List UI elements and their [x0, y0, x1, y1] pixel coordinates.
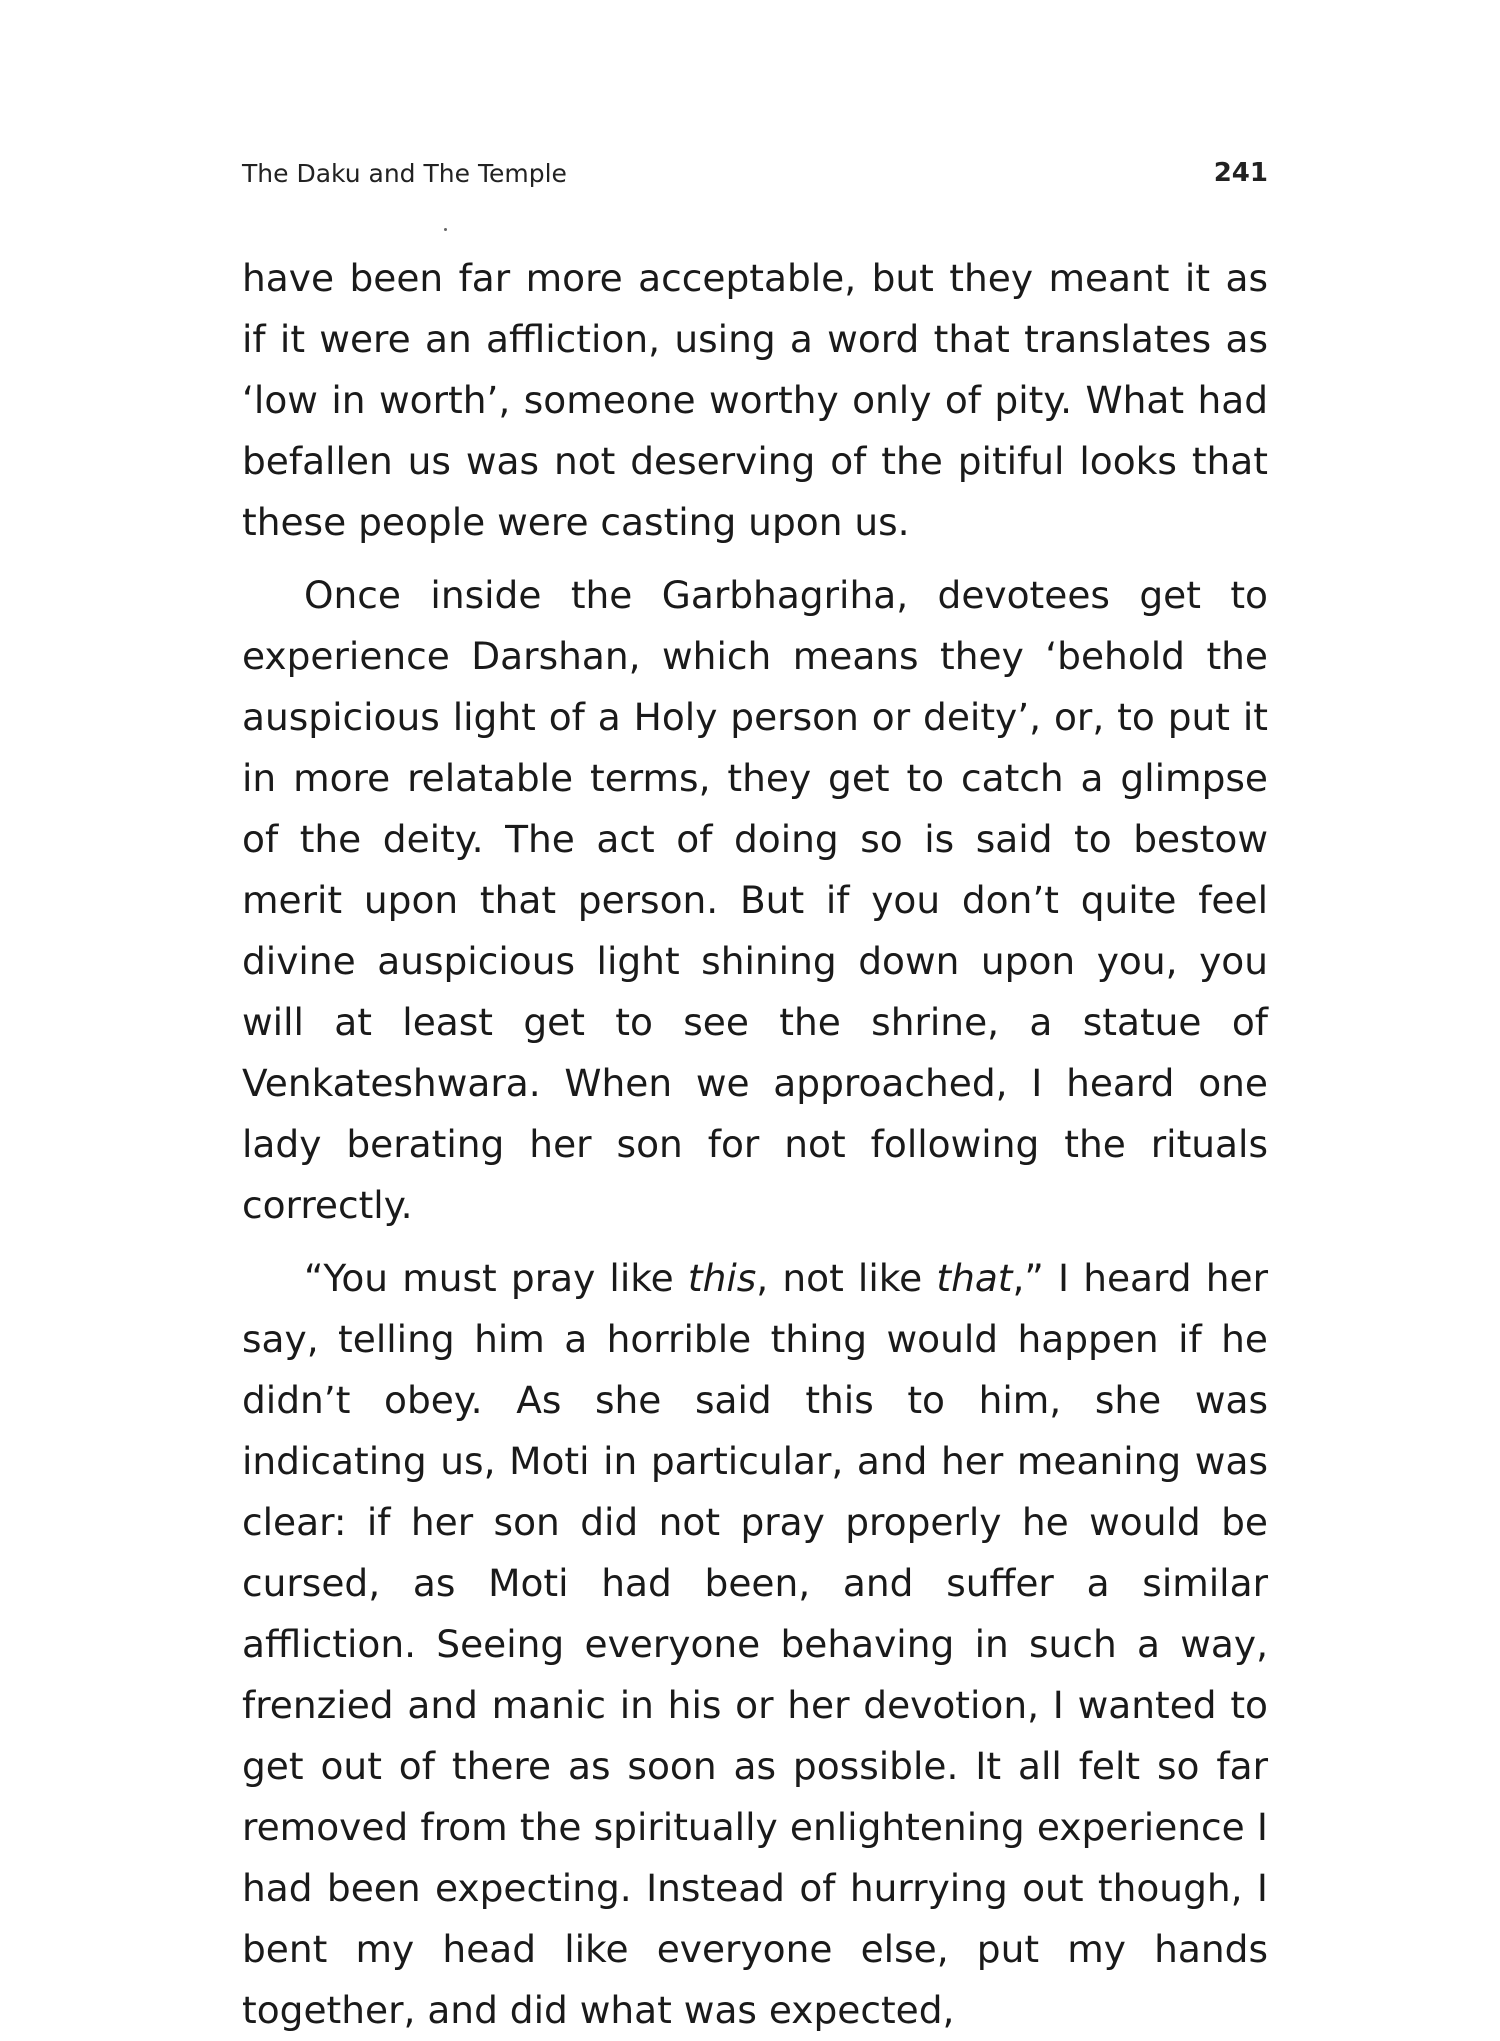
paragraph-1: have been far more acceptable, but they meant it as if it were an affliction, using a word that translates as ‘low in worth’, someone worthy only of pity. What had befallen us was not deserving of the pitiful looks that these people were casting upon us.: [242, 256, 1268, 544]
paragraph-3-body: ,” I heard her say, telling him a horrible thing would happen if he didn’t obey. As she said this to him, she was indicating us, Moti in particular, and her meaning was clear: if her son did not pray properly he would be cursed, as Moti had been, and suffer a similar affliction. Seeing everyone behaving in such a way, frenzied and manic in his or her devotion, I wanted to get out of there as soon as possible. It all felt so far removed from the spiritually enlightening experience I had been expecting. Instead of hurrying out though, I bent my head like everyone else, put my hands together, and did what was expected,: [242, 1256, 1268, 2032]
emphasis-this: this: [687, 1256, 757, 1300]
book-title: The Daku and The Temple: [242, 159, 567, 188]
paragraph-3: [242, 1248, 1268, 2041]
emphasis-that: that: [936, 1256, 1013, 1300]
running-head: [242, 148, 1268, 188]
body-text: [242, 248, 1268, 2041]
print-speck: [444, 228, 447, 231]
page-number: 241: [1213, 158, 1268, 188]
quote-middle: , not like: [756, 1256, 937, 1300]
paragraph-2: Once inside the Garbhagriha, devotees get to experience Darshan, which means they ‘behold the auspicious light of a Holy person or deity’, or, to put it in more relatable terms, they get to catch a glimpse of the deity. The act of doing so is said to bestow merit upon that person. But if you don’t quite feel divine auspicious light shining down upon you, you will at least get to see the shrine, a statue of Venkateshwara. When we approached, I heard one lady berating her son for not following the rituals correctly.: [242, 573, 1268, 1227]
quote-opening: “You must pray like: [304, 1256, 688, 1300]
